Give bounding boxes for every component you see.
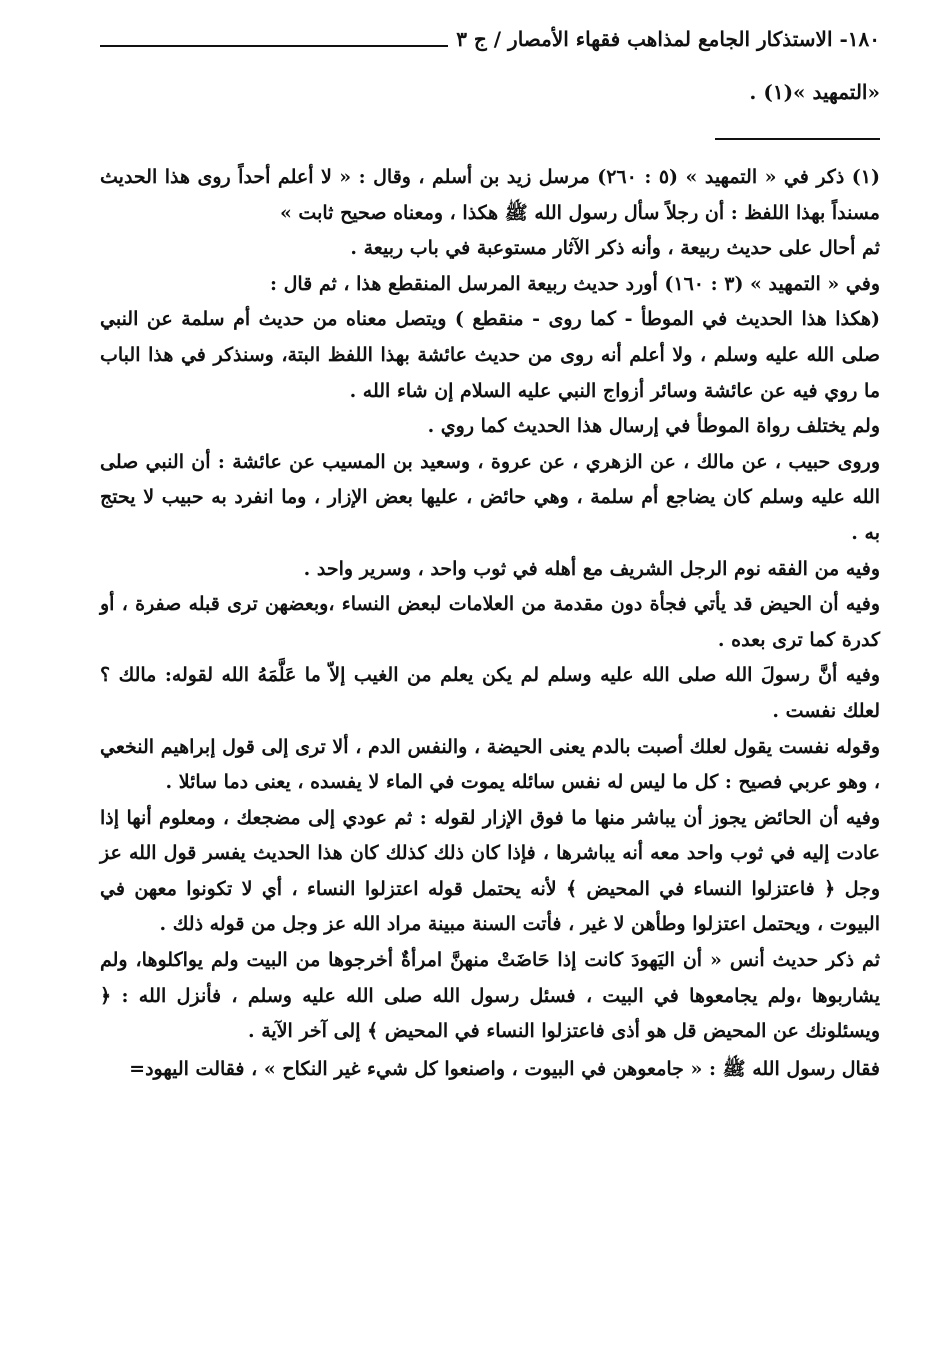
footnote-paragraph: وفيه أن الحيض قد يأتي فجأة دون مقدمة من العلامات لبعض النساء ،وبعضهن ترى قبله صفرة ، أو كدرة كما ترى بعده .: [100, 593, 880, 651]
page-header-title: ١٨٠- الاستذكار الجامع لمذاهب فقهاء الأمصار / ج ٣: [456, 27, 880, 51]
body-text: «التمهيد »(١) .: [749, 80, 880, 104]
footnote-paragraph: وروى حبيب ، عن مالك ، عن الزهري ، عن عروة ، وسعيد بن المسيب عن عائشة : أن النبي صلى الله عليه وسلم كان يضاجع أم سلمة ، وهي حائض ، عليها بعض الإزار ، وما انفرد به حبيب لا يحتج به .: [100, 450, 880, 544]
footnote-paragraph: وفيه أنَّ رسولَ الله صلى الله عليه وسلم لم يكن يعلم من الغيب إلاّ ما عَلَّمَهُ الله لقوله: مالك ؟ لعلك نفست .: [100, 664, 880, 722]
footnote-paragraph: ثم ذكر حديث أنس « أن اليَهودَ كانت إذا حَاضَتْ منهنَّ امرأةٌ أخرجوها من البيت ولم يواكلوها، ولم يشاربوها ،ولم يجامعوها في البيت ، فسئل رسول الله صلى الله عليه وسلم ، فأنزل الله : ﴿ ويسئلونك عن المحيض قل هو أذى فاعتزلوا النساء في المحيض ﴾ إلى آخر الآية .: [100, 949, 880, 1043]
footnote-paragraph: وفي « التمهيد » (٣ : ١٦٠) أورد حديث ربيعة المرسل المنقطع هذا ، ثم قال :: [269, 272, 880, 295]
footnote-paragraph: فقال رسول الله ﷺ : « جامعوهن في البيوت ، واصنعوا كل شيء غير النكاح » ، فقالت اليهود=: [129, 1057, 880, 1080]
footnote-separator: [715, 138, 880, 140]
footnote-paragraph: (١) ذكر في « التمهيد » (٥ : ٢٦٠) مرسل زيد بن أسلم ، وقال : « لا أعلم أحداً روى هذا الحديث مسنداً بهذا اللفظ : أن رجلاً سأل رسول الله ﷺ هكذا ، ومعناه صحيح ثابت »: [100, 166, 880, 224]
footnote-paragraph: ولم يختلف رواة الموطأ في إرسال هذا الحديث كما روي .: [427, 415, 880, 438]
footnotes-section: [100, 160, 880, 1087]
footnote-paragraph: وفيه من الفقه نوم الرجل الشريف مع أهله في ثوب واحد ، وسرير واحد .: [303, 557, 880, 580]
footnote-paragraph: وفيه أن الحائض يجوز أن يباشر منها ما فوق الإزار لقوله : ثم عودي إلى مضجعك ، ومعلوم أنها إذا عادت إليه في ثوب واحد معه أنه يباشرها ، فإذا كان ذلك كذلك كان هذا الحديث يفسر قول الله عز وجل ﴿ فاعتزلوا النساء في المحيض ﴾ لأنه يحتمل قوله اعتزلوا النساء ، أي لا تكونوا معهن في البيوت ، ويحتمل اعتزلوا وطأهن لا غير ، فأتت السنة مبينة مراد الله عز وجل من قوله ذلك .: [100, 806, 880, 936]
footnote-paragraph: (هكذا هذا الحديث في الموطأ - كما روى - منقطع ) ويتصل معناه من حديث أم سلمة عن النبي صلى الله عليه وسلم ، ولا أعلم أنه روى من حديث عائشة بهذا اللفظ البتة، وسنذكر في هذا الباب ما روي فيه عن عائشة وسائر أزواج النبي عليه السلام إن شاء الله .: [100, 308, 880, 402]
footnote-paragraph: وقوله نفست يقول لعلك أصبت بالدم يعنى الحيضة ، والنفس الدم ، ألا ترى إلى قول إبراهيم النخعي ، وهو عربي فصيح : كل ما ليس له نفس سائله يموت في الماء لا يفسده ، يعنى دما سائلا .: [100, 735, 880, 794]
running-header: [100, 14, 880, 54]
footnote-paragraph: ثم أحال على حديث ربيعة ، وأنه ذكر الآثار مستوعبة في باب ربيعة .: [350, 237, 880, 260]
header-rule: [100, 45, 448, 47]
